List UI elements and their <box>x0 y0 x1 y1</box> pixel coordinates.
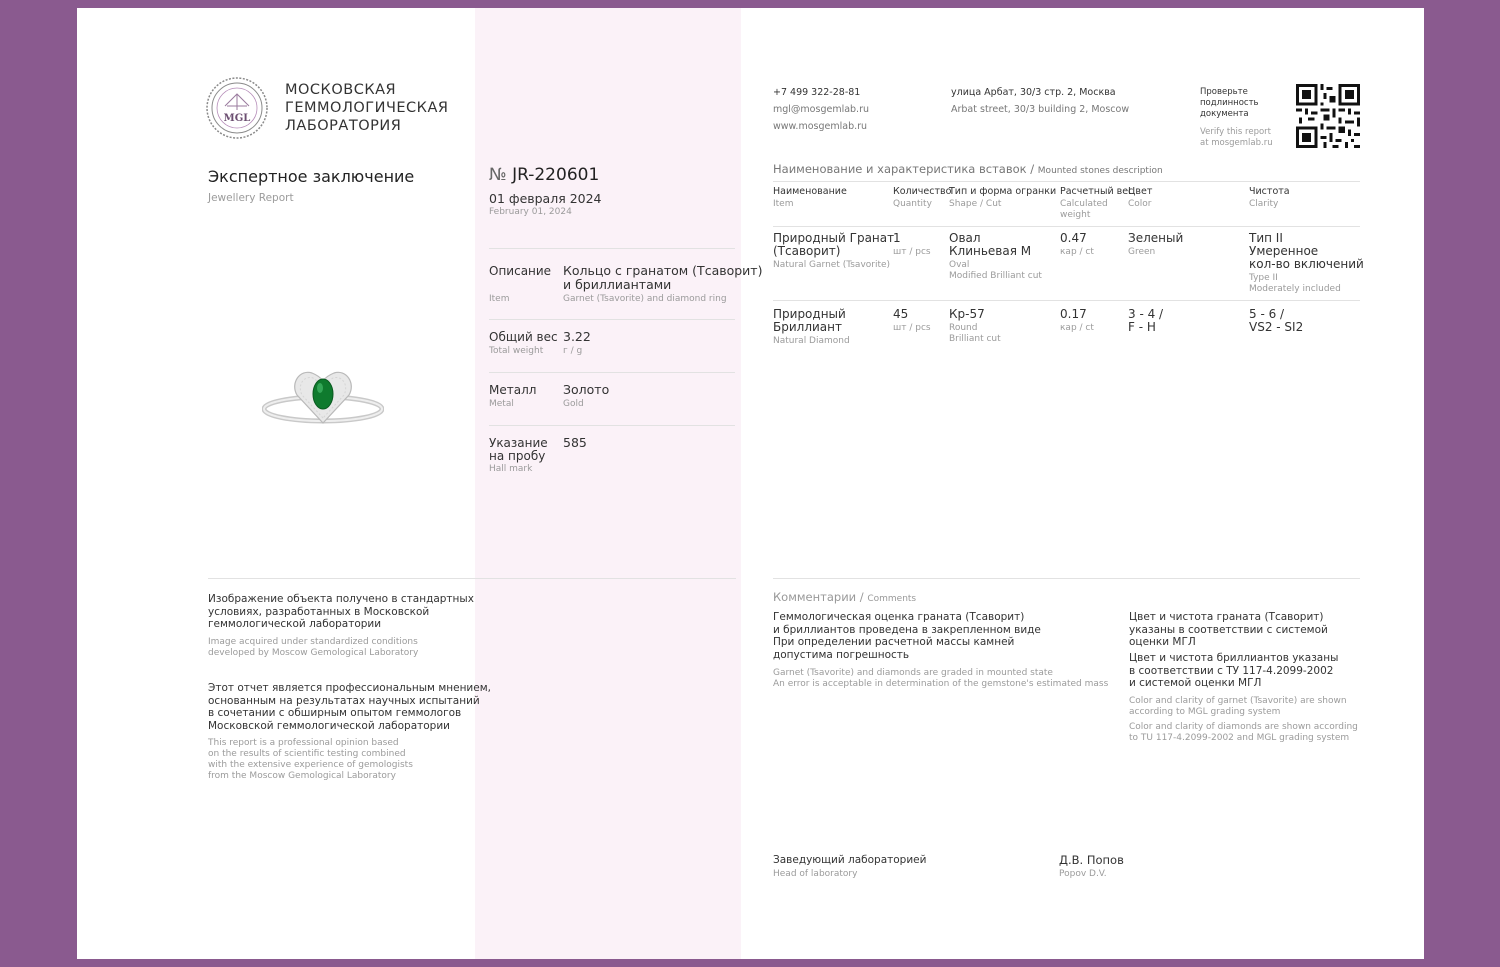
field-value: и бриллиантами <box>563 277 672 292</box>
number-prefix: № <box>489 165 507 185</box>
col-header: Цвет <box>1128 186 1153 197</box>
field-value-en: Gold <box>563 399 584 409</box>
col-header-en: Quantity <box>893 199 932 209</box>
cell-item: Природный Гранат (Тсаворит) <box>773 231 895 258</box>
field-label-en: Hall mark <box>489 464 533 474</box>
col-header-en: Calculated weight <box>1060 199 1108 220</box>
comment-garnet: Цвет и чистота граната (Тсаворит) указаны в соответствии с системой оценки МГЛ <box>1129 611 1328 648</box>
field-value: Золото <box>563 382 610 397</box>
image-note-en: Image acquired under standardized conditions developed by Moscow Gemological Laboratory <box>208 637 419 658</box>
cell-quantity-en: шт / pcs <box>893 247 931 257</box>
qr-code-icon[interactable] <box>1296 84 1360 148</box>
cell-quantity-en: шт / pcs <box>893 323 931 333</box>
cell-item-en: Natural Garnet (Tsavorite) <box>773 260 891 270</box>
cell-weight: 0.17 <box>1060 307 1087 321</box>
col-header-en: Color <box>1128 199 1152 209</box>
cell-weight-en: кар / ct <box>1060 323 1094 333</box>
field-label: Описание <box>489 264 552 278</box>
comment-grading-en: Garnet (Tsavorite) and diamonds are graded in mounted state An error is acceptable in determination of the gemstone's estimated mass <box>773 668 1109 689</box>
cell-item: Природный Бриллиант <box>773 307 846 334</box>
comment-garnet-en: Color and clarity of garnet (Tsavorite) are shown according to MGL grading system <box>1129 696 1347 717</box>
field-label-en: Metal <box>489 399 514 409</box>
comments-title-en: Comments <box>867 594 917 604</box>
divider <box>489 319 735 320</box>
divider <box>773 578 1360 579</box>
contact-email[interactable]: mgl@mosgemlab.ru <box>773 104 870 115</box>
field-label-en: Total weight <box>489 346 544 356</box>
address-ru: улица Арбат, 30/3 стр. 2, Москва <box>951 87 1116 98</box>
field-value: Кольцо с гранатом (Тсаворит) <box>563 263 763 278</box>
center-band <box>475 8 741 959</box>
cell-cut: Кр-57 <box>949 307 985 321</box>
col-header: Расчетный вес <box>1060 186 1134 197</box>
col-header-en: Shape / Cut <box>949 199 1002 209</box>
svg-text:MGL: MGL <box>223 113 251 124</box>
lab-name-line: ГЕММОЛОГИЧЕСКАЯ <box>285 100 449 116</box>
report-date: 01 февраля 2024 <box>489 191 602 206</box>
divider <box>489 248 735 249</box>
col-header-en: Item <box>773 199 794 209</box>
col-header: Чистота <box>1249 186 1290 197</box>
field-value-en: Garnet (Tsavorite) and diamond ring <box>563 294 727 304</box>
opinion-note: Этот отчет является профессиональным мнением, основанным на результатах научных испытаний в сочетании с обширным опытом геммологов Московской геммологической лаборатории <box>208 682 491 732</box>
title-separator: / <box>1030 162 1035 176</box>
field-label: Металл <box>489 383 537 397</box>
cell-quantity: 45 <box>893 307 909 321</box>
comment-diamonds: Цвет и чистота бриллиантов указаны в соответствии с ТУ 117-4.2099-2002 и системой оценки МГЛ <box>1129 652 1339 689</box>
field-label-en: Item <box>489 294 510 304</box>
field-value-en: г / g <box>563 346 583 356</box>
mgl-seal-icon <box>205 76 269 140</box>
lab-name <box>285 81 448 135</box>
report-title-en: Jewellery Report <box>208 192 294 204</box>
divider <box>208 578 736 579</box>
cell-cut: Овал Клиньевая М <box>949 231 1032 258</box>
field-label: Общий вес <box>489 330 558 344</box>
divider <box>773 181 1360 182</box>
cell-clarity-en: Type II Moderately included <box>1249 273 1341 294</box>
image-note: Изображение объекта получено в стандартных условиях, разработанных в Московской геммологической лаборатории <box>208 593 474 630</box>
col-header: Количество <box>893 186 952 197</box>
cell-color: Зеленый <box>1128 231 1184 245</box>
contact-phone: +7 499 322-28-81 <box>773 87 861 98</box>
divider <box>489 425 735 426</box>
stones-title-en: Mounted stones description <box>1037 166 1163 176</box>
address-en: Arbat street, 30/3 building 2, Moscow <box>951 104 1130 115</box>
cell-item-en: Natural Diamond <box>773 336 850 346</box>
number-value: JR-220601 <box>512 165 600 185</box>
title-separator: / <box>859 590 864 604</box>
field-value: 3.22 <box>563 329 591 344</box>
divider <box>773 226 1360 227</box>
verify-ru: Проверьте подлинность документа <box>1200 87 1259 119</box>
lab-name-line: ЛАБОРАТОРИЯ <box>285 118 402 134</box>
cell-weight-en: кар / ct <box>1060 247 1094 257</box>
opinion-note-en: This report is a professional opinion based on the results of scientific testing combined with the extensive experience of gemologists from the Moscow Gemological Laboratory <box>208 738 413 781</box>
divider <box>773 300 1360 301</box>
stones-title <box>773 162 1163 176</box>
col-header: Тип и форма огранки <box>949 186 1057 197</box>
comment-diamonds-en: Color and clarity of diamonds are shown according to TU 117-4.2099-2002 and MGL grading system <box>1129 722 1358 743</box>
cell-color: 3 - 4 / F - H <box>1128 307 1164 334</box>
cell-weight: 0.47 <box>1060 231 1087 245</box>
comment-grading: Геммологическая оценка граната (Тсаворит) и бриллиантов проведена в закрепленном виде При определении расчетной массы камней допустима погрешность <box>773 611 1041 661</box>
cell-clarity: Тип II Умеренное кол-во включений <box>1249 231 1364 271</box>
col-header: Наименование <box>773 186 847 197</box>
divider <box>489 372 735 373</box>
report-title: Экспертное заключение <box>208 167 415 186</box>
cell-clarity: 5 - 6 / VS2 - SI2 <box>1249 307 1304 334</box>
cell-color-en: Green <box>1128 247 1156 257</box>
report-page <box>77 8 1424 959</box>
contact-web[interactable]: www.mosgemlab.ru <box>773 121 868 132</box>
cell-quantity: 1 <box>893 231 901 245</box>
lab-name-line: МОСКОВСКАЯ <box>285 82 397 98</box>
comments-title-ru: Комментарии <box>773 590 857 604</box>
stones-title-ru: Наименование и характеристика вставок <box>773 162 1027 176</box>
report-number <box>489 165 599 185</box>
cell-cut-en: Oval Modified Brilliant cut <box>949 260 1042 281</box>
signature-name: Д.В. Попов <box>1059 853 1124 867</box>
verify-en: Verify this report at mosgemlab.ru <box>1200 127 1273 148</box>
ring-photo <box>262 363 384 425</box>
field-value: 585 <box>563 435 587 450</box>
comments-title <box>773 590 916 604</box>
cell-cut-en: Round Brilliant cut <box>949 323 1001 344</box>
signature-role-en: Head of laboratory <box>773 869 858 879</box>
signature-role: Заведующий лабораторией <box>773 854 927 866</box>
report-date-en: February 01, 2024 <box>489 207 572 217</box>
signature-name-en: Popov D.V. <box>1059 869 1107 879</box>
col-header-en: Clarity <box>1249 199 1279 209</box>
field-label: Указание на пробу <box>489 436 548 463</box>
